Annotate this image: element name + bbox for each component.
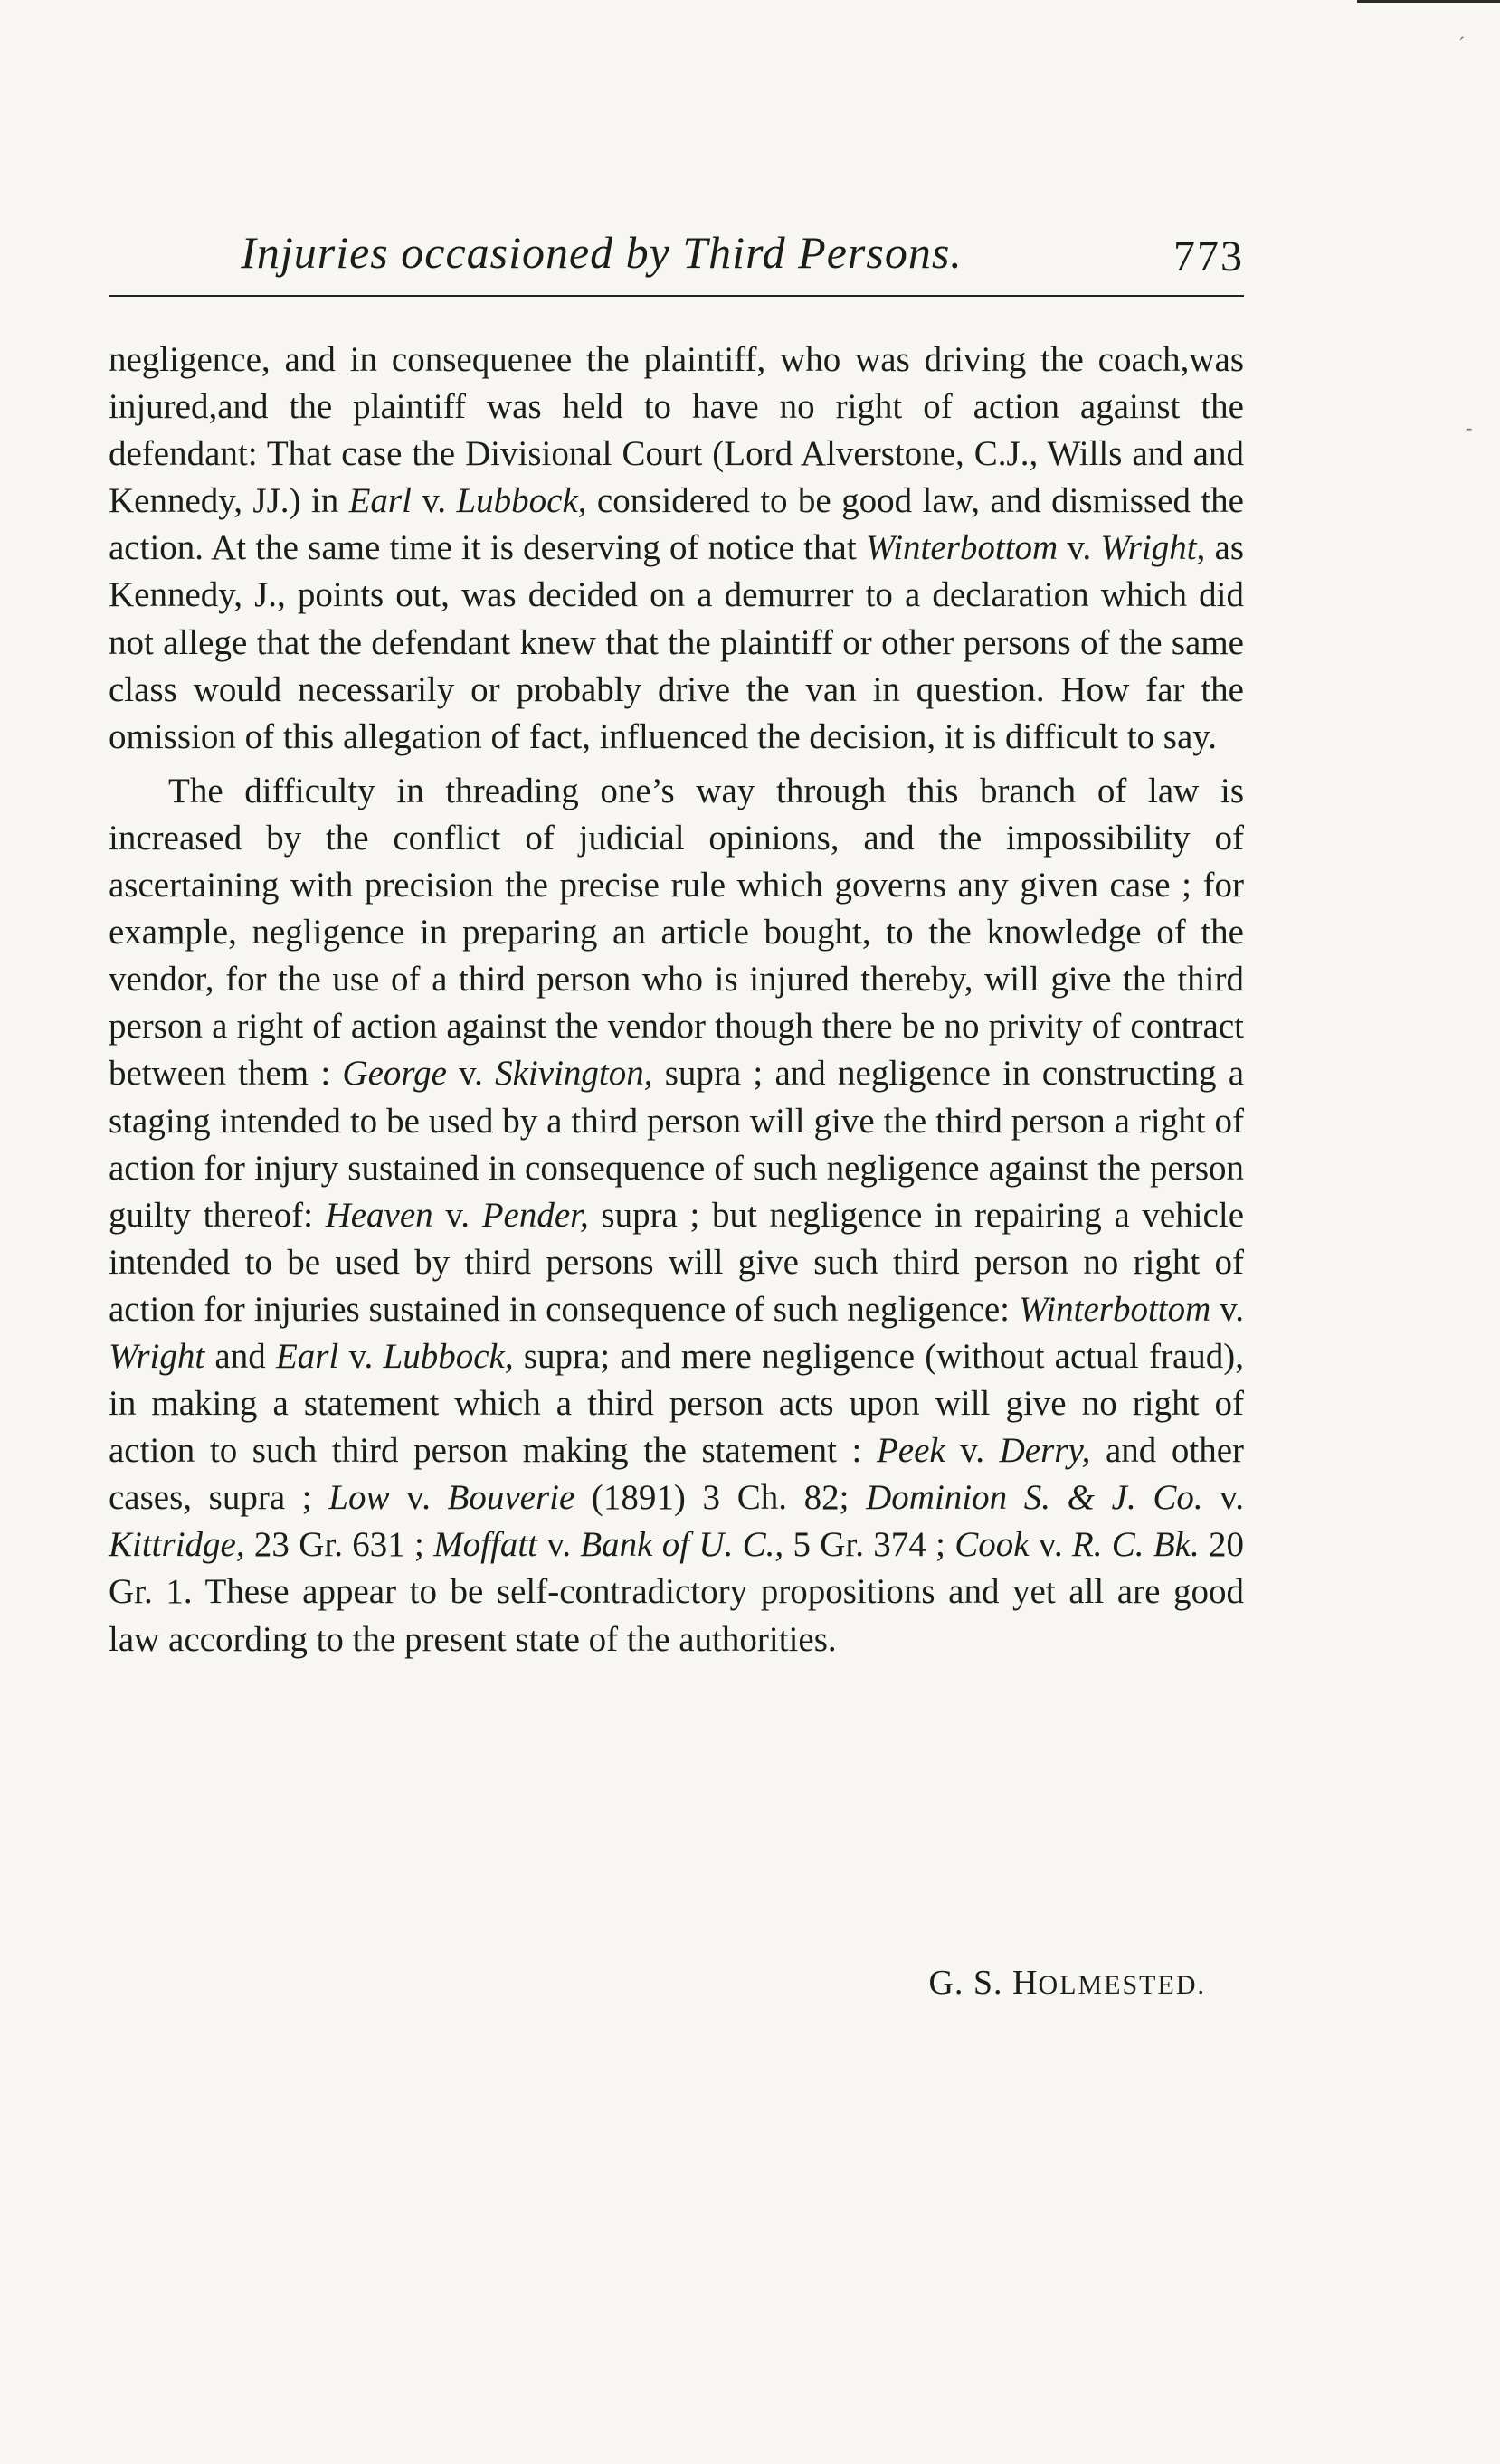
text-run: v. (446, 1054, 496, 1094)
case-name: Kittridge, (109, 1525, 245, 1565)
text-run: and other cases, supra ; (109, 1431, 1244, 1518)
case-name: Peek (876, 1431, 945, 1471)
text-run: v. (1029, 1525, 1072, 1565)
text-run: considered to be good law, and dismissed the action. At the same time it is deserving of notice that (109, 481, 1244, 568)
case-name: Lubbock, (383, 1336, 514, 1376)
scan-mark: - (1466, 416, 1473, 439)
case-name: Bouverie (447, 1478, 575, 1518)
text-run: The difficulty in threading one’s way through this branch of law is increased by the conflict of judicial opinions, and the impossibility of ascertaining with precision the precise rule which governs any given case ; for example, negligence in preparing an article bought, to the knowledge of the vendor, for the use of a third person who is injured thereby, will give the third person a right of action against the vendor though there be no privity of contract between them : (109, 771, 1244, 1094)
case-name: Pender, (481, 1195, 589, 1235)
text-run: v. (945, 1431, 1000, 1471)
text-run: (1891) 3 Ch. 82; (574, 1478, 867, 1518)
case-name: Earl (275, 1336, 339, 1376)
text-run: v. (389, 1478, 448, 1518)
case-name: Wright, (1100, 528, 1206, 568)
text-run: v. (432, 1195, 482, 1235)
case-name: Winterbottom (865, 528, 1059, 568)
case-name: Cook (954, 1525, 1030, 1565)
header-rule (109, 295, 1244, 297)
text-run: supra ; but negligence in repairing a vehicle intended to be used by third persons will give such third person no right of action for injuries sustained in consequence of such negligence: (109, 1195, 1245, 1329)
paragraph-difficulty (109, 768, 1244, 1663)
case-name: Lubbock, (456, 481, 587, 521)
page-number: 773 (1173, 232, 1244, 280)
scan-mark: ´ (1458, 33, 1466, 55)
text-run: 5 Gr. 374 ; (783, 1525, 955, 1565)
case-name: Low (328, 1478, 390, 1518)
case-name: Heaven (325, 1195, 433, 1235)
top-edge-rule (1357, 0, 1500, 3)
case-name: R. C. Bk. (1071, 1525, 1200, 1565)
case-name: Derry, (999, 1431, 1091, 1471)
running-title: Injuries occasioned by Third Persons. (241, 227, 963, 278)
text-run: supra ; and negligence in constructing a staging intended to be used by a third person will give the third person a right of action for injury sustained in consequence of such negligence against the person guilty thereof: (109, 1054, 1245, 1235)
case-name: Winterbottom (1018, 1289, 1211, 1329)
signature-surname: OLMESTED. (1038, 1970, 1206, 2000)
case-name: Earl (348, 481, 412, 521)
text-run: v. (1202, 1478, 1244, 1518)
text-run: 20 Gr. 1. These appear to be self-contradictory propositions and yet all are good law according to the present state of the authorities. (109, 1525, 1245, 1659)
body-text (109, 336, 1244, 1663)
case-name: Skivington, (495, 1054, 653, 1094)
text-run: v. (1210, 1289, 1244, 1329)
author-signature (928, 1963, 1206, 2003)
text-run: as Kennedy, J., points out, was decided on a demurrer to a declaration which did not allege that the defendant knew that the plaintiff or other persons of the same class would necessarily or probably drive the van in question. How far the omission of this allegation of fact, influenced the decision, it is difficult to say. (109, 528, 1244, 756)
case-name: Bank of U. C., (580, 1525, 784, 1565)
text-run: v. (537, 1525, 581, 1565)
text-run: supra; and mere negligence (without actual fraud), in making a statement which a third person acts upon will give no right of action to such third person making the statement : (109, 1336, 1245, 1471)
case-name: George (342, 1054, 447, 1094)
text-run: and (204, 1336, 276, 1376)
text-run: v. (1058, 528, 1101, 568)
case-name: Wright (109, 1336, 205, 1376)
case-name: Dominion S. & J. Co. (866, 1478, 1203, 1518)
page-header (109, 226, 1244, 289)
text-run: 23 Gr. 631 ; (244, 1525, 434, 1565)
text-run: v. (338, 1336, 384, 1376)
signature-initials: G. S. H (928, 1964, 1039, 2002)
text-run: negligence, and in consequenee the plaintiff, who was driving the coach,was injured,and the plaintiff was held to have no right of action against the defendant: That case the Divisional Court (Lord Alverstone, C.J., Wills and and Kennedy, JJ.) in (109, 340, 1244, 521)
text-run: v. (411, 481, 457, 521)
case-name: Moffatt (433, 1525, 538, 1565)
paragraph-continuation (109, 336, 1244, 761)
